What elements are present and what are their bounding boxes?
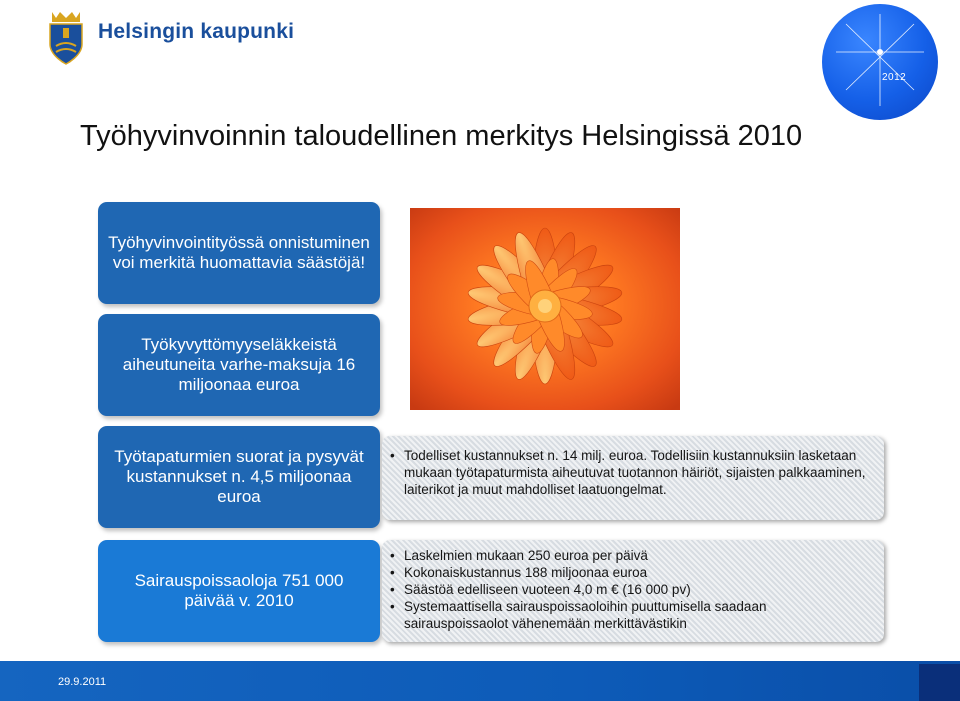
sick-leave-detail-item: • Kokonaiskustannus 188 miljoonaa euroa xyxy=(404,564,874,581)
sick-leave-details-box xyxy=(382,540,884,642)
sick-leave-detail-item: • Systemaattisella sairauspoissaoloihin puuttumisella saadaan sairauspoissaolot vähenemään merkittävästikin xyxy=(404,598,874,632)
accident-text: Työtapaturmien suorat ja pysyvät kustannukset n. 4,5 miljoonaa euroa xyxy=(114,447,364,506)
sick-leave-detail-item: • Laskelmien mukaan 250 euroa per päivä xyxy=(404,547,874,564)
sick-leave-box xyxy=(98,540,380,642)
savings-box xyxy=(98,202,380,304)
brand-name: Helsingin kaupunki xyxy=(98,20,295,43)
helsinki-coat-of-arms-icon xyxy=(44,10,88,66)
pension-text: Työkyvyttömyyseläkkeistä aiheutuneita varhe-maksuja 16 miljoonaa euroa xyxy=(122,335,356,394)
pension-box xyxy=(98,314,380,416)
footer-bar xyxy=(0,661,960,701)
accident-detail-item: • Todelliset kustannukset n. 14 milj. euroa. Todellisiin kustannuksiin lasketaan mukaan työtapaturmista aiheutuvat tuotannon häiriöt, sijaisten palkkaaminen, laiterikot ja muut mahdolliset laatuongelmat. xyxy=(404,447,874,498)
sick-leave-detail-item: • Säästöä edelliseen vuoteen 4,0 m € (16 000 pv) xyxy=(404,581,874,598)
accident-details-box xyxy=(382,436,884,520)
sick-leave-text: Sairauspoissaoloja 751 000 päivää v. 2010 xyxy=(134,571,344,610)
badge-year: 2012 xyxy=(882,72,907,83)
footer-accent xyxy=(919,664,960,701)
flower-photo xyxy=(410,208,680,410)
page-title: Työhyvinvoinnin taloudellinen merkitys Helsingissä 2010 xyxy=(80,120,803,152)
footer-date: 29.9.2011 xyxy=(58,676,107,688)
world-design-capital-icon xyxy=(822,4,938,120)
accident-box xyxy=(98,426,380,528)
savings-text: Työhyvinvointityössä onnistuminen voi merkitä huomattavia säästöjä! xyxy=(108,233,370,272)
